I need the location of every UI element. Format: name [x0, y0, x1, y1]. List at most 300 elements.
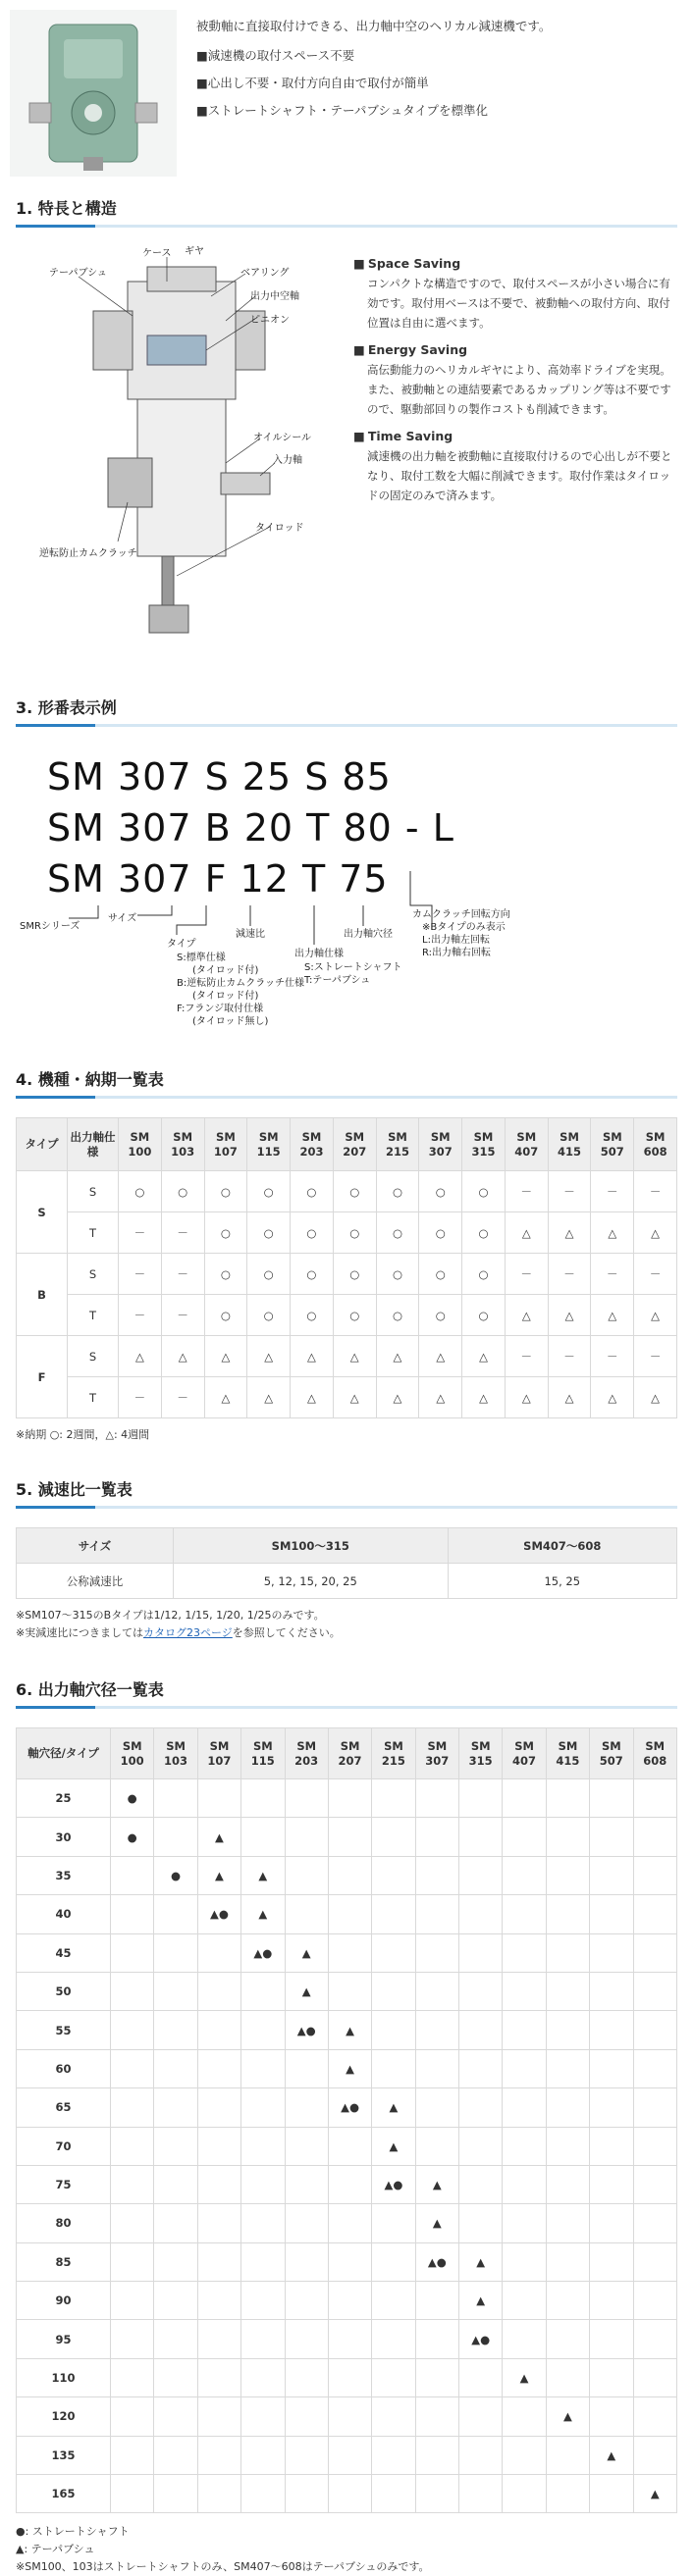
- bore-cell: [590, 1933, 633, 1972]
- bore-cell: [633, 1972, 677, 2010]
- bore-cell: ▲●: [459, 2320, 503, 2358]
- ratio-table: [16, 1527, 677, 1599]
- feature-item: [353, 254, 677, 333]
- bore-cell: [197, 2475, 240, 2513]
- availability-cell: －: [591, 1336, 634, 1377]
- header-size: SM 315: [459, 1728, 503, 1779]
- table-row: [17, 2475, 677, 2513]
- availability-cell: －: [634, 1171, 677, 1212]
- label-shaft-t: T:テーパブシュ: [304, 975, 371, 986]
- bore-cell: [415, 2127, 458, 2165]
- bore-cell: [459, 2397, 503, 2436]
- availability-cell: △: [505, 1377, 548, 1418]
- bore-cell: [111, 2165, 154, 2203]
- header-size: SM 103: [161, 1118, 204, 1171]
- availability-cell: △: [591, 1377, 634, 1418]
- label-tie-rod: タイロッド: [255, 523, 304, 534]
- bore-cell: ▲: [633, 2475, 677, 2513]
- availability-cell: △: [376, 1336, 419, 1377]
- spec-cell: T: [68, 1212, 119, 1254]
- bore-cell: [503, 2204, 546, 2242]
- table-row: [17, 2436, 677, 2474]
- bore-cell: [328, 2204, 371, 2242]
- bore-cell: [328, 1856, 371, 1894]
- bore-diameter: 80: [17, 2204, 111, 2242]
- table-row: [17, 2204, 677, 2242]
- bore-cell: [590, 2011, 633, 2049]
- bore-cell: [590, 2204, 633, 2242]
- feature-body: 減速機の出力軸を被動軸に直接取付けるので心出しが不要となり、取付工数を大幅に削減できます。取付作業はタイロッドの固定のみで済みます。: [367, 449, 672, 502]
- bore-cell: [459, 2358, 503, 2396]
- bore-cell: [328, 2282, 371, 2320]
- bore-cell: [503, 2242, 546, 2281]
- bore-cell: [546, 1779, 589, 1818]
- availability-cell: ○: [204, 1254, 247, 1295]
- feature-heading: ■ Energy Saving: [353, 340, 677, 360]
- availability-cell: ○: [376, 1212, 419, 1254]
- header-size: サイズ: [17, 1528, 174, 1564]
- table-row: [17, 1818, 677, 1856]
- bore-cell: [328, 1933, 371, 1972]
- ratio-values: 5, 12, 15, 20, 25: [174, 1564, 449, 1599]
- bore-cell: [154, 1895, 197, 1933]
- table-header-row: [17, 1528, 677, 1564]
- label-series: SMRシリーズ: [20, 921, 80, 932]
- header-size: SM 507: [591, 1118, 634, 1171]
- availability-cell: △: [376, 1377, 419, 1418]
- bore-cell: [111, 2475, 154, 2513]
- bore-cell: [241, 2165, 285, 2203]
- bore-cell: [459, 1933, 503, 1972]
- availability-cell: △: [161, 1336, 204, 1377]
- availability-cell: △: [247, 1336, 291, 1377]
- availability-cell: △: [634, 1377, 677, 1418]
- bore-cell: [197, 2011, 240, 2049]
- table-row: [17, 2165, 677, 2203]
- bore-cell: [503, 2320, 546, 2358]
- bore-cell: [285, 1779, 328, 1818]
- feature-body: コンパクトな構造ですので、取付スペースが小さい場合に有効です。取付用ベースは不要で、被動軸への取付方向、取付位置は自由に選べます。: [367, 277, 670, 330]
- section6-title: 6. 出力軸穴径一覧表: [16, 1668, 677, 1706]
- bore-cell: [459, 2165, 503, 2203]
- bore-cell: [241, 2242, 285, 2281]
- bore-cell: [372, 2282, 415, 2320]
- bore-cell: [372, 1856, 415, 1894]
- bore-diameter: 95: [17, 2320, 111, 2358]
- bore-cell: [633, 2165, 677, 2203]
- bore-cell: [633, 2049, 677, 2087]
- bore-cell: [241, 2358, 285, 2396]
- bore-cell: [241, 2127, 285, 2165]
- bore-cell: [154, 2165, 197, 2203]
- bore-cell: [372, 2475, 415, 2513]
- bore-cell: [372, 1972, 415, 2010]
- header-size: SM 415: [546, 1728, 589, 1779]
- availability-cell: －: [161, 1254, 204, 1295]
- bore-diameter: 50: [17, 1972, 111, 2010]
- availability-cell: ○: [291, 1212, 334, 1254]
- intro-bullet: ■ストレートシャフト・テーパブシュタイプを標準化: [196, 103, 489, 118]
- bore-cell: ▲: [197, 1818, 240, 1856]
- availability-cell: ○: [376, 1254, 419, 1295]
- bore-cell: [372, 2358, 415, 2396]
- bore-diameter: 120: [17, 2397, 111, 2436]
- header-size: SM 215: [376, 1118, 419, 1171]
- bore-cell: ▲●: [415, 2242, 458, 2281]
- bore-cell: [590, 2475, 633, 2513]
- bore-cell: [546, 2436, 589, 2474]
- table-row: [17, 1779, 677, 1818]
- feature-heading: ■ Space Saving: [353, 254, 677, 274]
- bore-diameter: 110: [17, 2358, 111, 2396]
- bore-cell: [503, 2475, 546, 2513]
- availability-cell: ○: [419, 1212, 462, 1254]
- ratio-values: 15, 25: [448, 1564, 676, 1599]
- header-size: SM 100: [111, 1728, 154, 1779]
- bore-cell: [590, 1895, 633, 1933]
- bore-diameter: 30: [17, 1818, 111, 1856]
- availability-cell: △: [119, 1336, 162, 1377]
- bore-cell: [111, 1856, 154, 1894]
- bore-cell: [111, 2088, 154, 2127]
- bore-cell: [285, 2127, 328, 2165]
- availability-cell: －: [505, 1171, 548, 1212]
- availability-cell: △: [333, 1336, 376, 1377]
- availability-cell: △: [462, 1377, 506, 1418]
- bore-cell: [285, 1895, 328, 1933]
- bore-cell: [590, 2397, 633, 2436]
- bore-cell: [415, 2011, 458, 2049]
- bore-cell: [459, 1779, 503, 1818]
- bore-cell: [503, 2165, 546, 2203]
- bore-cell: [415, 1856, 458, 1894]
- bore-cell: [111, 2358, 154, 2396]
- bore-cell: [633, 2282, 677, 2320]
- note-text: ※実減速比につきましては: [16, 1626, 143, 1639]
- label-clutch-r: R:出力軸右回転: [422, 948, 492, 958]
- label-clutch-l: L:出力軸左回転: [422, 935, 490, 946]
- section1-title: 1. 特長と構造: [16, 186, 677, 225]
- bore-cell: [111, 2436, 154, 2474]
- table-row: [17, 2282, 677, 2320]
- table-row: [17, 1295, 677, 1336]
- row-label: 公称減速比: [17, 1564, 174, 1599]
- bore-cell: [633, 2242, 677, 2281]
- bore-cell: [459, 2204, 503, 2242]
- label-bore: 出力軸穴径: [344, 929, 393, 940]
- table-row: [17, 1972, 677, 2010]
- bore-cell: [590, 1779, 633, 1818]
- availability-cell: ○: [462, 1212, 506, 1254]
- availability-cell: ○: [204, 1212, 247, 1254]
- availability-cell: △: [505, 1212, 548, 1254]
- availability-cell: △: [591, 1212, 634, 1254]
- availability-cell: ○: [333, 1254, 376, 1295]
- header-size: SM 608: [634, 1118, 677, 1171]
- header-size: SM 307: [415, 1728, 458, 1779]
- availability-cell: ○: [161, 1171, 204, 1212]
- availability-cell: △: [291, 1377, 334, 1418]
- bore-cell: [503, 1779, 546, 1818]
- bore-cell: [372, 2204, 415, 2242]
- label-shaft-spec: 出力軸仕様: [294, 949, 344, 959]
- label-bearing: ベアリング: [240, 268, 290, 279]
- bore-cell: ▲: [241, 1856, 285, 1894]
- bore-cell: ▲: [372, 2127, 415, 2165]
- bore-cell: [546, 2088, 589, 2127]
- availability-cell: －: [161, 1377, 204, 1418]
- availability-cell: △: [333, 1377, 376, 1418]
- type-cell: S: [17, 1171, 68, 1254]
- bore-cell: [546, 2320, 589, 2358]
- availability-cell: ○: [291, 1171, 334, 1212]
- availability-cell: ○: [247, 1254, 291, 1295]
- table-row: [17, 2358, 677, 2396]
- bore-cell: ▲●: [328, 2088, 371, 2127]
- bore-cell: [415, 1972, 458, 2010]
- bore-cell: [503, 1818, 546, 1856]
- header-size: SM 207: [333, 1118, 376, 1171]
- availability-cell: －: [634, 1336, 677, 1377]
- availability-cell: －: [548, 1171, 591, 1212]
- availability-cell: △: [548, 1295, 591, 1336]
- bore-cell: [372, 2320, 415, 2358]
- availability-cell: －: [548, 1336, 591, 1377]
- label-type-b2: (タイロッド付): [192, 991, 259, 1002]
- ratio-notes: [16, 1607, 677, 1642]
- header-size: SM 407: [503, 1728, 546, 1779]
- bore-cell: [415, 2049, 458, 2087]
- bore-cell: [459, 2475, 503, 2513]
- bore-cell: [590, 2088, 633, 2127]
- bore-cell: [633, 2358, 677, 2396]
- availability-cell: －: [119, 1212, 162, 1254]
- availability-cell: ○: [462, 1254, 506, 1295]
- bore-cell: [415, 1933, 458, 1972]
- spec-cell: T: [68, 1295, 119, 1336]
- label-type-s2: (タイロッド付): [192, 965, 259, 976]
- table-row: [17, 2320, 677, 2358]
- legend-item: ●: ストレートシャフト: [16, 2525, 130, 2539]
- bore-cell: [111, 2127, 154, 2165]
- bore-cell: [154, 1779, 197, 1818]
- bore-cell: [546, 2165, 589, 2203]
- availability-cell: △: [204, 1377, 247, 1418]
- type-cell: F: [17, 1336, 68, 1418]
- bore-cell: [241, 2049, 285, 2087]
- bore-diameter: 85: [17, 2242, 111, 2281]
- intro-description: 被動軸に直接取付けできる、出力軸中空のヘリカル減速機です。: [196, 19, 552, 33]
- header-range-1: SM100～315: [174, 1528, 449, 1564]
- bore-cell: [415, 1818, 458, 1856]
- availability-cell: ○: [462, 1171, 506, 1212]
- lead-time-note: ※納期 ○: 2週間，△: 4週間: [16, 1428, 150, 1441]
- bore-cell: [328, 1972, 371, 2010]
- label-pinion: ピニオン: [250, 315, 290, 326]
- bore-cell: [503, 1972, 546, 2010]
- catalog-link[interactable]: カタログ23ページ: [143, 1626, 233, 1639]
- bore-cell: [285, 2436, 328, 2474]
- bore-diameter-table: [16, 1727, 677, 2513]
- bore-cell: [546, 2127, 589, 2165]
- bore-cell: [459, 1895, 503, 1933]
- bore-cell: [154, 2397, 197, 2436]
- section1: [0, 225, 693, 686]
- bore-cell: [633, 1895, 677, 1933]
- bore-cell: [372, 2436, 415, 2474]
- availability-cell: ○: [247, 1171, 291, 1212]
- availability-cell: ○: [462, 1295, 506, 1336]
- bore-cell: ▲: [459, 2282, 503, 2320]
- bore-diameter: 45: [17, 1933, 111, 1972]
- bore-cell: [285, 2088, 328, 2127]
- code-leader-lines: [0, 724, 693, 1057]
- bore-cell: [372, 2011, 415, 2049]
- bore-cell: [328, 2320, 371, 2358]
- bore-cell: ▲: [285, 1933, 328, 1972]
- bore-cell: [459, 2011, 503, 2049]
- bore-cell: [633, 1933, 677, 1972]
- header-size: SM 215: [372, 1728, 415, 1779]
- bore-cell: ▲: [241, 1895, 285, 1933]
- bore-cell: [241, 1818, 285, 1856]
- bore-diameter: 55: [17, 2011, 111, 2049]
- header-size: SM 203: [285, 1728, 328, 1779]
- bore-cell: [546, 2242, 589, 2281]
- label-taper-bush: テーパブシュ: [49, 268, 107, 279]
- label-type-b: B:逆転防止カムクラッチ仕様: [177, 978, 305, 989]
- bore-cell: [633, 1818, 677, 1856]
- bore-cell: [633, 2088, 677, 2127]
- label-type-s: S:標準仕様: [177, 953, 226, 963]
- bore-cell: [503, 2011, 546, 2049]
- bore-cell: [328, 2436, 371, 2474]
- bore-diameter: 25: [17, 1779, 111, 1818]
- bore-cell: ▲●: [372, 2165, 415, 2203]
- bore-cell: [503, 1856, 546, 1894]
- table-row: [17, 1564, 677, 1599]
- legend-item: ※SM100、103はストレートシャフトのみ、SM407～608はテーパブシュのみです。: [16, 2560, 430, 2574]
- table-row: [17, 1336, 677, 1377]
- header-size: SM 415: [548, 1118, 591, 1171]
- header-range-2: SM407～608: [448, 1528, 676, 1564]
- availability-cell: △: [548, 1212, 591, 1254]
- label-type: タイプ: [167, 939, 196, 950]
- bore-cell: [328, 2242, 371, 2281]
- availability-cell: ○: [333, 1171, 376, 1212]
- features-list: [353, 246, 677, 505]
- bore-cell: [285, 2165, 328, 2203]
- header-size: SM 107: [204, 1118, 247, 1171]
- structure-diagram: [39, 242, 334, 674]
- bore-cell: [415, 2088, 458, 2127]
- bore-cell: [154, 2242, 197, 2281]
- bore-cell: [503, 2436, 546, 2474]
- bore-cell: [285, 2358, 328, 2396]
- intro-bullet: ■心出し不要・取付方向自由で取付が簡単: [196, 76, 429, 90]
- bore-cell: [197, 2320, 240, 2358]
- bore-diameter: 60: [17, 2049, 111, 2087]
- label-size: サイズ: [108, 913, 137, 924]
- bore-cell: [111, 2397, 154, 2436]
- bore-cell: [197, 2397, 240, 2436]
- table-row: [17, 1856, 677, 1894]
- bore-cell: [590, 2165, 633, 2203]
- bore-cell: [372, 1895, 415, 1933]
- bore-cell: [154, 1818, 197, 1856]
- bore-cell: [546, 1856, 589, 1894]
- bore-cell: ▲: [546, 2397, 589, 2436]
- bore-cell: [154, 2011, 197, 2049]
- bore-cell: [111, 2282, 154, 2320]
- bore-cell: [415, 2282, 458, 2320]
- table-row: [17, 1171, 677, 1212]
- bore-cell: [197, 2165, 240, 2203]
- bore-cell: [415, 1895, 458, 1933]
- bore-cell: [546, 2358, 589, 2396]
- label-cam-clutch: 逆転防止カムクラッチ: [39, 548, 137, 559]
- bore-cell: [415, 1779, 458, 1818]
- model-code: SM 307 F 12 T 75: [47, 857, 389, 901]
- bore-cell: [546, 1818, 589, 1856]
- model-code: SM 307 B 20 T 80 - L: [47, 806, 454, 850]
- bore-cell: [459, 2049, 503, 2087]
- availability-cell: ○: [419, 1295, 462, 1336]
- product-image: [10, 10, 177, 177]
- availability-cell: ○: [247, 1295, 291, 1336]
- bore-cell: [197, 2282, 240, 2320]
- bore-cell: [459, 2436, 503, 2474]
- bore-cell: [197, 2049, 240, 2087]
- availability-cell: ○: [419, 1171, 462, 1212]
- feature-body: 高伝動能力のヘリカルギヤにより、高効率ドライブを実現。また、被動軸との連結要素であるカップリング等は不要ですので、駆動部回りの製作コストも削減できます。: [367, 363, 671, 416]
- availability-cell: －: [161, 1212, 204, 1254]
- bore-cell: ▲: [415, 2204, 458, 2242]
- bore-cell: ▲: [590, 2436, 633, 2474]
- bore-cell: ▲: [459, 2242, 503, 2281]
- bore-cell: [415, 2320, 458, 2358]
- bore-cell: [285, 2242, 328, 2281]
- bore-cell: [197, 1779, 240, 1818]
- bore-diameter: 75: [17, 2165, 111, 2203]
- bore-cell: [241, 2088, 285, 2127]
- bore-cell: [197, 2088, 240, 2127]
- label-gear: ギヤ: [185, 246, 204, 257]
- label-type-f: F:フランジ取付仕様: [177, 1004, 264, 1014]
- availability-cell: △: [462, 1336, 506, 1377]
- header-size: SM 100: [119, 1118, 162, 1171]
- header-size: SM 507: [590, 1728, 633, 1779]
- bore-cell: ▲●: [197, 1895, 240, 1933]
- model-code: SM 307 S 25 S 85: [47, 755, 392, 799]
- availability-cell: －: [548, 1254, 591, 1295]
- bore-cell: ▲●: [241, 1933, 285, 1972]
- label-oil-seal: オイルシール: [253, 433, 312, 443]
- availability-cell: △: [591, 1295, 634, 1336]
- availability-cell: ○: [247, 1212, 291, 1254]
- bore-diameter: 65: [17, 2088, 111, 2127]
- bore-cell: [154, 2204, 197, 2242]
- bore-cell: [197, 2358, 240, 2396]
- section3: [0, 724, 693, 1057]
- availability-cell: ○: [291, 1295, 334, 1336]
- bore-cell: [154, 2282, 197, 2320]
- bore-cell: [459, 1856, 503, 1894]
- bore-cell: [590, 2242, 633, 2281]
- header-size: SM 115: [247, 1118, 291, 1171]
- feature-heading: ■ Time Saving: [353, 427, 677, 446]
- bore-cell: [503, 2049, 546, 2087]
